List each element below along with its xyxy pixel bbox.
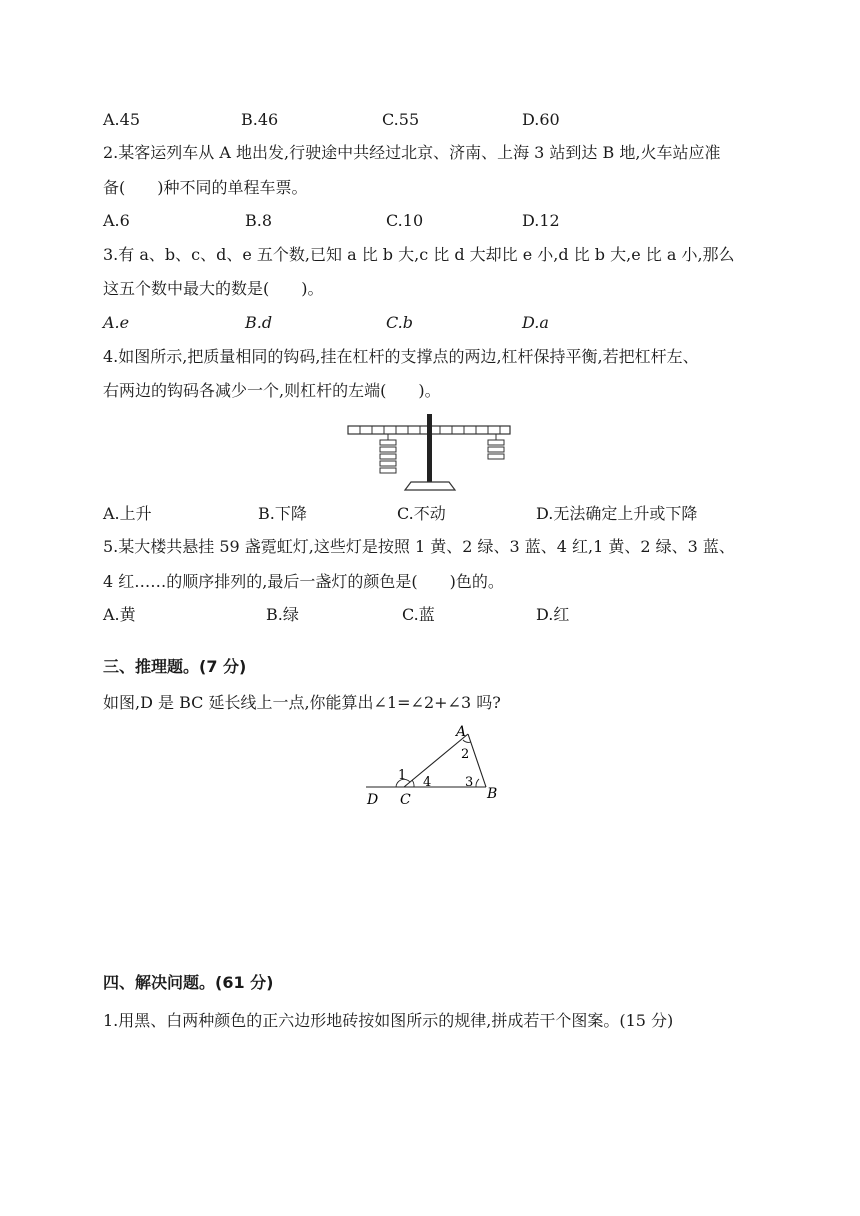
- q3-text-line1: 3.有 a、b、c、d、e 五个数,已知 a 比 b 大,c 比 d 大却比 e 小,d 比 b 大,e 比 a 小,那么: [103, 245, 735, 264]
- q1-option-b: B.46: [241, 110, 279, 129]
- left-weights: [380, 434, 396, 473]
- section3-question: 如图,D 是 BC 延长线上一点,你能算出∠1=∠2+∠3 吗?: [103, 693, 501, 712]
- q3-option-a: A.e: [103, 313, 130, 332]
- q5-option-b: B.绿: [266, 605, 299, 624]
- section4-q1: 1.用黑、白两种颜色的正六边形地砖按如图所示的规律,拼成若干个图案。(15 分): [103, 1011, 674, 1030]
- lever-post: [427, 414, 432, 482]
- angle3-arc: [476, 779, 479, 787]
- section3-heading: 三、推理题。(7 分): [103, 657, 247, 676]
- q2-option-a: A.6: [103, 211, 130, 230]
- q2-text-line1: 2.某客运列车从 A 地出发,行驶途中共经过北京、济南、上海 3 站到达 B 地,火车站应准: [103, 143, 721, 162]
- q4-option-d: D.无法确定上升或下降: [536, 504, 698, 523]
- side-ca: [404, 734, 468, 787]
- q4-option-b: B.下降: [258, 504, 307, 523]
- q1-option-d: D.60: [522, 110, 560, 129]
- q4-text-line2: 右两边的钩码各减少一个,则杠杆的左端( )。: [103, 381, 441, 400]
- q2-text-line2: 备( )种不同的单程车票。: [103, 178, 308, 197]
- label-angle2: 2: [461, 747, 470, 762]
- q1-option-c: C.55: [382, 110, 420, 129]
- q5-text-line2: 4 红……的顺序排列的,最后一盏灯的颜色是( )色的。: [103, 572, 504, 591]
- label-c: C: [400, 792, 411, 808]
- q4-option-a: A.上升: [103, 504, 152, 523]
- q2-option-b: B.8: [245, 211, 273, 230]
- label-a: A: [456, 724, 467, 740]
- triangle-figure: [362, 722, 502, 816]
- lever-figure: [345, 412, 515, 496]
- label-d: D: [367, 792, 379, 808]
- q1-option-a: A.45: [103, 110, 140, 129]
- q3-text-line2: 这五个数中最大的数是( )。: [103, 279, 324, 298]
- q2-option-d: D.12: [522, 211, 560, 230]
- q5-option-a: A.黄: [103, 605, 136, 624]
- q5-option-c: C.蓝: [402, 605, 435, 624]
- q5-option-d: D.红: [536, 605, 570, 624]
- angle4-arc: [412, 780, 414, 787]
- right-weights: [488, 434, 504, 459]
- label-b: B: [487, 786, 498, 802]
- q3-option-d: D.a: [522, 313, 549, 332]
- q3-option-b: B.d: [245, 313, 273, 332]
- label-angle4: 4: [423, 775, 432, 790]
- lever-base: [405, 482, 455, 490]
- q2-option-c: C.10: [386, 211, 424, 230]
- q5-text-line1: 5.某大楼共悬挂 59 盏霓虹灯,这些灯是按照 1 黄、2 绿、3 蓝、4 红,1 黄、2 绿、3 蓝、: [103, 537, 735, 556]
- q4-text-line1: 4.如图所示,把质量相同的钩码,挂在杠杆的支撑点的两边,杠杆保持平衡,若把杠杆左、: [103, 347, 699, 366]
- label-angle1: 1: [398, 768, 407, 783]
- section4-heading: 四、解决问题。(61 分): [103, 973, 274, 992]
- q4-option-c: C.不动: [397, 504, 446, 523]
- q3-option-c: C.b: [386, 313, 413, 332]
- label-angle3: 3: [465, 775, 474, 790]
